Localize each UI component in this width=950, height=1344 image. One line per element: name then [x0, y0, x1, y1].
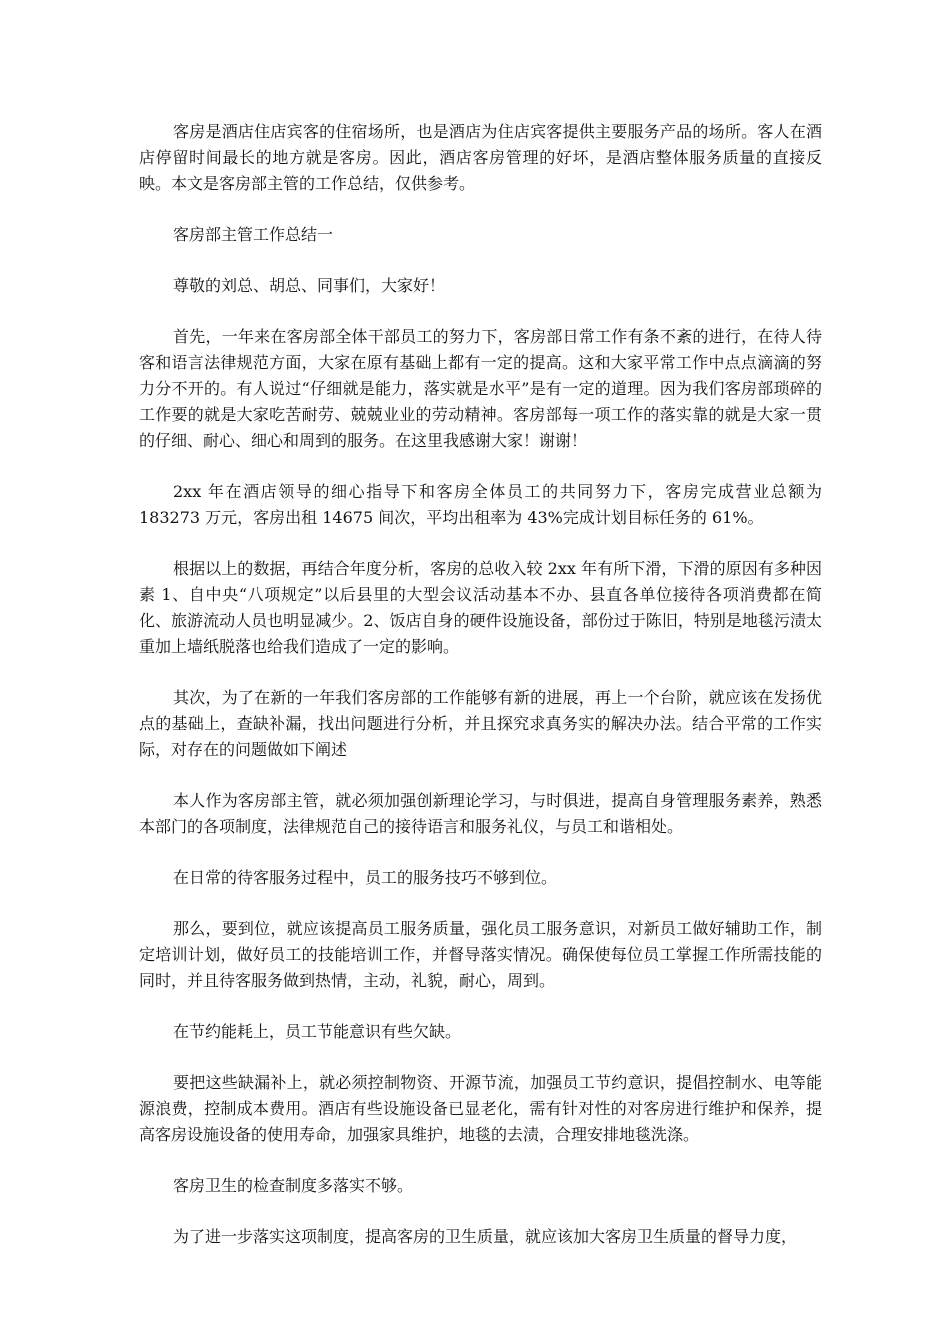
body-paragraph: 首先，一年来在客房部全体干部员工的努力下，客房部日常工作有条不紊的进行，在待人待客和语言法律规范方面，大家在原有基础上都有一定的提高。这和大家平常工作中点点滴滴的努力分不开的。有人说过“仔细就是能力，落实就是水平”是有一定的道理。因为我们客房部琐碎的工作要的就是大家吃苦耐劳、兢兢业业的劳动精神。客房部每一项工作的落实靠的就是大家一贯的仔细、耐心、细心和周到的服务。在这里我感谢大家！谢谢！: [139, 327, 822, 450]
body-paragraph: 本人作为客房部主管，就必须加强创新理论学习，与时俱进，提高自身管理服务素养，熟悉本部门的各项制度，法律规范自己的接待语言和服务礼仪，与员工和谐相处。: [139, 791, 822, 836]
body-paragraph: 其次，为了在新的一年我们客房部的工作能够有新的进展，再上一个台阶，就应该在发扬优点的基础上，查缺补漏，找出问题进行分析，并且探究求真务实的解决办法。结合平常的工作实际，对存在的问题做如下阐述: [139, 688, 822, 759]
section-title: 客房部主管工作总结一: [173, 225, 334, 244]
body-paragraph: 要把这些缺漏补上，就必须控制物资、开源节流，加强员工节约意识，提倡控制水、电等能源浪费，控制成本费用。酒店有些设施设备已显老化，需有针对性的对客房进行维护和保养，提高客房设施设备的使用寿命，加强家具维护，地毯的去渍，合理安排地毯洗涤。: [139, 1073, 822, 1144]
document-body: [139, 119, 822, 1275]
issue-paragraph: 在节约能耗上，员工节能意识有些欠缺。: [173, 1022, 462, 1041]
greeting-paragraph: 尊敬的刘总、胡总、同事们，大家好！: [173, 276, 446, 295]
intro-paragraph: 客房是酒店住店宾客的住宿场所，也是酒店为住店宾客提供主要服务产品的场所。客人在酒店停留时间最长的地方就是客房。因此，酒店客房管理的好坏，是酒店整体服务质量的直接反映。本文是客房部主管的工作总结，仅供参考。: [139, 122, 822, 193]
issue-paragraph: 在日常的待客服务过程中，员工的服务技巧不够到位。: [173, 868, 558, 887]
body-paragraph: 根据以上的数据，再结合年度分析，客房的总收入较 2xx 年有所下滑，下滑的原因有多种因素 1、自中央“八项规定”以后县里的大型会议活动基本不办、县直各单位接待各项消费都在简化、旅游流动人员也明显减少。2、饭店自身的硬件设施设备，部份过于陈旧，特别是地毯污渍太重加上墙纸脱落也给我们造成了一定的影响。: [139, 559, 822, 656]
body-paragraph: 2xx 年在酒店领导的细心指导下和客房全体员工的共同努力下，客房完成营业总额为183273 万元，客房出租 14675 间次，平均出租率为 43%完成计划目标任务的 61%。: [139, 482, 822, 527]
issue-paragraph: 客房卫生的检查制度多落实不够。: [173, 1176, 414, 1195]
body-paragraph: 为了进一步落实这项制度，提高客房的卫生质量，就应该加大客房卫生质量的督导力度，: [173, 1227, 798, 1246]
body-paragraph: 那么，要到位，就应该提高员工服务质量，强化员工服务意识，对新员工做好辅助工作，制定培训计划，做好员工的技能培训工作，并督导落实情况。确保使每位员工掌握工作所需技能的同时，并且待客服务做到热情，主动，礼貌，耐心，周到。: [139, 919, 822, 990]
